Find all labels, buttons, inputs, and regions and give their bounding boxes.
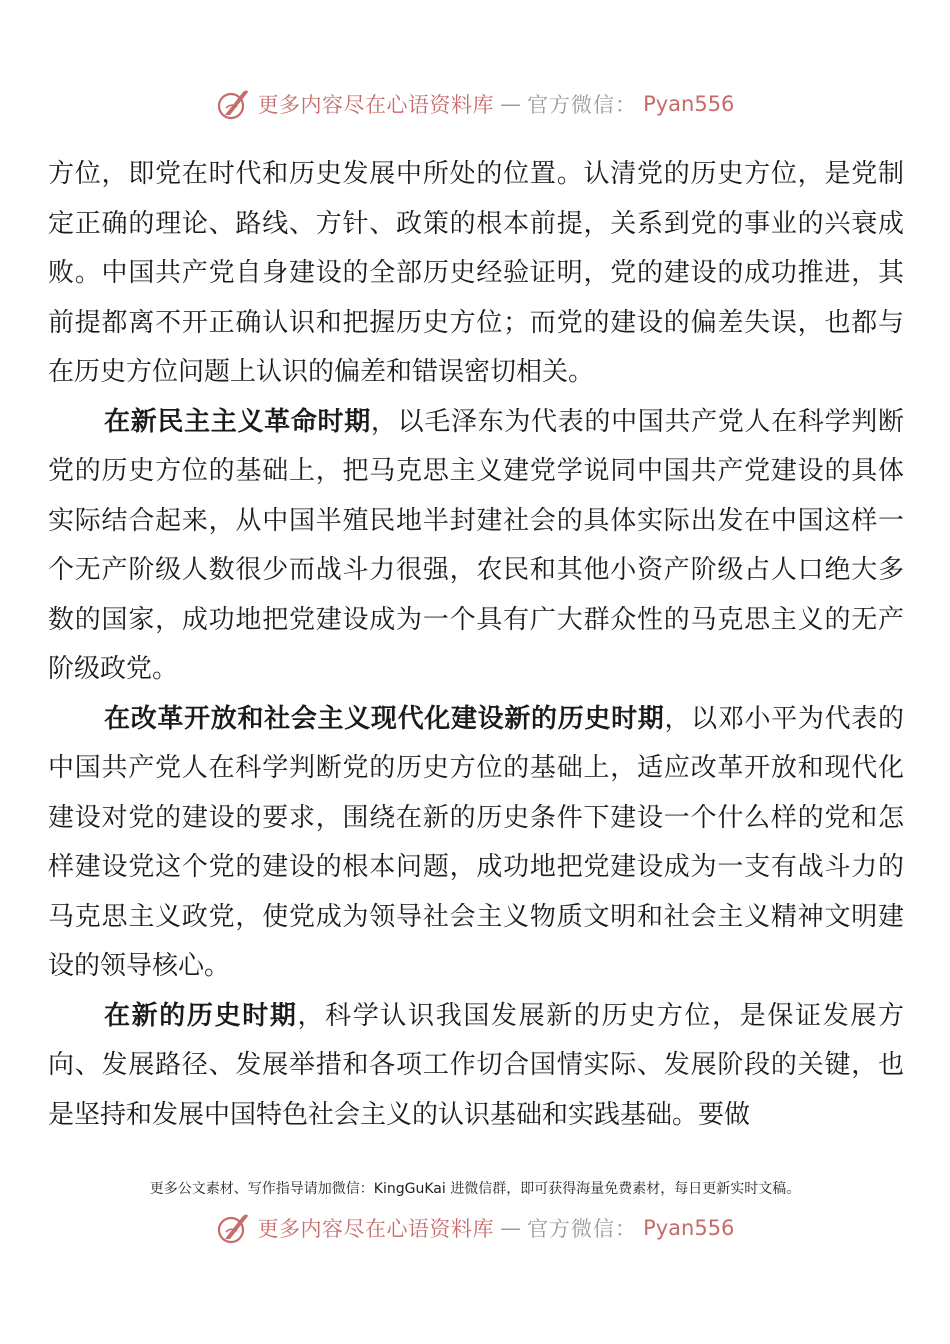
paragraph-4-text: ，科学认识我国发展新的历史方位，是保证发展方向、发展路径、发展举措和各项工作切合国情实际、发展阶段的关键，也是坚持和发展中国特色社会主义的认识基础和实践基础。要做 bbox=[48, 1000, 904, 1130]
banner-dash: — bbox=[500, 1216, 522, 1240]
banner-wechat-account: Pyan556 bbox=[643, 1216, 735, 1240]
paragraph-2-text: ，以毛泽东为代表的中国共产党人在科学判断党的历史方位的基础上，把马克思主义建党学说同中国共产党建设的具体实际结合起来，从中国半殖民地半封建社会的具体实际出发在中国这样一个无产阶级人数很少而战斗力很强，农民和其他小资产阶级占人口绝大多数的国家，成功地把党建设成为一个具有广大群众性的马克思主义的无产阶级政党。 bbox=[48, 406, 904, 684]
footer-note: 更多公文素材、写作指导请加微信：KingGuKai 进微信群，即可获得海量免费素材，每日更新实时文稿。 bbox=[149, 1181, 801, 1197]
paragraph-2-lead: 在新民主主义革命时期 bbox=[104, 406, 371, 437]
paragraph-1: 方位，即党在时代和历史发展中所处的位置。认清党的历史方位，是党制定正确的理论、路线、方针、政策的根本前提，关系到党的事业的兴衰成败。中国共产党自身建设的全部历史经验证明，党的建设的成功推进，其前提都离不开正确认识和把握历史方位；而党的建设的偏差失误，也都与在历史方位问题上认识的偏差和错误密切相关。 bbox=[48, 159, 904, 387]
paragraph-4 bbox=[48, 992, 904, 1141]
paragraph-3 bbox=[48, 695, 904, 992]
paragraph-2 bbox=[48, 398, 904, 695]
paragraph-4-lead: 在新的历史时期 bbox=[104, 1000, 298, 1031]
document-body bbox=[48, 150, 904, 1140]
paragraph-3-lead: 在改革开放和社会主义现代化建设新的历史时期 bbox=[104, 703, 665, 734]
banner-wechat-label: 官方微信： bbox=[527, 93, 638, 117]
quill-pen-logo-icon bbox=[216, 1210, 252, 1246]
paragraph-3-text: ，以邓小平为代表的中国共产党人在科学判断党的历史方位的基础上，适应改革开放和现代化建设对党的建设的要求，围绕在新的历史条件下建设一个什么样的党和怎样建设党这个党的建设的根本问题，成功地把党建设成为一支有战斗力的马克思主义政党，使党成为领导社会主义物质文明和社会主义精神文明建设的领导核心。 bbox=[48, 703, 904, 981]
banner-title: 更多内容尽在心语资料库 bbox=[257, 1217, 495, 1241]
banner-wechat-account: Pyan556 bbox=[643, 92, 735, 116]
header-banner bbox=[0, 84, 950, 124]
banner-title: 更多内容尽在心语资料库 bbox=[257, 93, 495, 117]
footer-banner bbox=[0, 1208, 950, 1248]
quill-pen-logo-icon bbox=[216, 86, 252, 122]
banner-dash: — bbox=[500, 92, 522, 116]
banner-wechat-label: 官方微信： bbox=[527, 1217, 638, 1241]
